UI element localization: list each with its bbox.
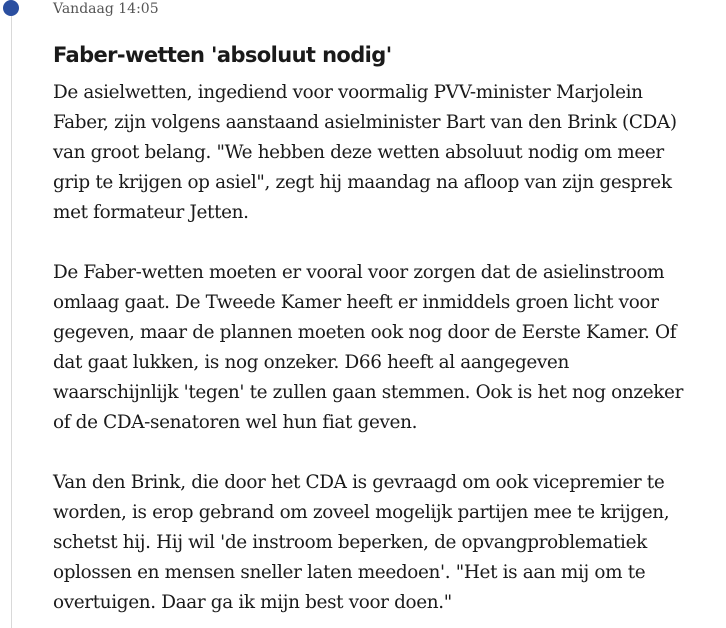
paragraph-line: grip te krijgen op asiel", zegt hij maandag na afloop van zijn gesprek [53,172,672,193]
paragraph-line: van groot belang. "We hebben deze wetten absoluut nodig om meer [53,142,664,163]
paragraph-line: dat gaat lukken, is nog onzeker. D66 heeft al aangegeven [53,352,569,373]
paragraph-line: De asielwetten, ingediend voor voormalig PVV-minister Marjolein [53,82,643,103]
paragraph-line: overtuigen. Daar ga ik mijn best voor doen." [53,592,452,613]
paragraph-2 [53,258,723,438]
paragraph-3 [53,468,723,618]
paragraph-line: worden, is erop gebrand om zoveel mogelijk partijen mee te krijgen, [53,502,670,523]
paragraph-line: gegeven, maar de plannen moeten ook nog door de Eerste Kamer. Of [53,322,677,343]
timeline-dot-icon [3,0,19,16]
paragraph-line: Faber, zijn volgens aanstaand asielminister Bart van den Brink (CDA) [53,112,677,133]
paragraph-line: waarschijnlijk 'tegen' te zullen gaan stemmen. Ook is het nog onzeker [53,382,684,403]
paragraph-line: oplossen en mensen sneller laten meedoen'. "Het is aan mij om te [53,562,646,583]
entry-headline: Faber-wetten 'absoluut nodig' [53,43,392,67]
paragraph-line: Van den Brink, die door het CDA is gevraagd om ook vicepremier te [53,472,665,493]
paragraph-line: met formateur Jetten. [53,202,249,223]
paragraph-line: De Faber-wetten moeten er vooral voor zorgen dat de asielinstroom [53,262,665,283]
paragraph-1 [53,78,723,228]
paragraph-line: of de CDA-senatoren wel hun fiat geven. [53,412,418,433]
entry-timestamp: Vandaag 14:05 [53,1,159,17]
paragraph-line: schetst hij. Hij wil 'de instroom beperken, de opvangproblematiek [53,532,647,553]
paragraph-line: omlaag gaat. De Tweede Kamer heeft er inmiddels groen licht voor [53,292,659,313]
timeline-line [11,8,12,628]
liveblog-entry [53,0,723,618]
